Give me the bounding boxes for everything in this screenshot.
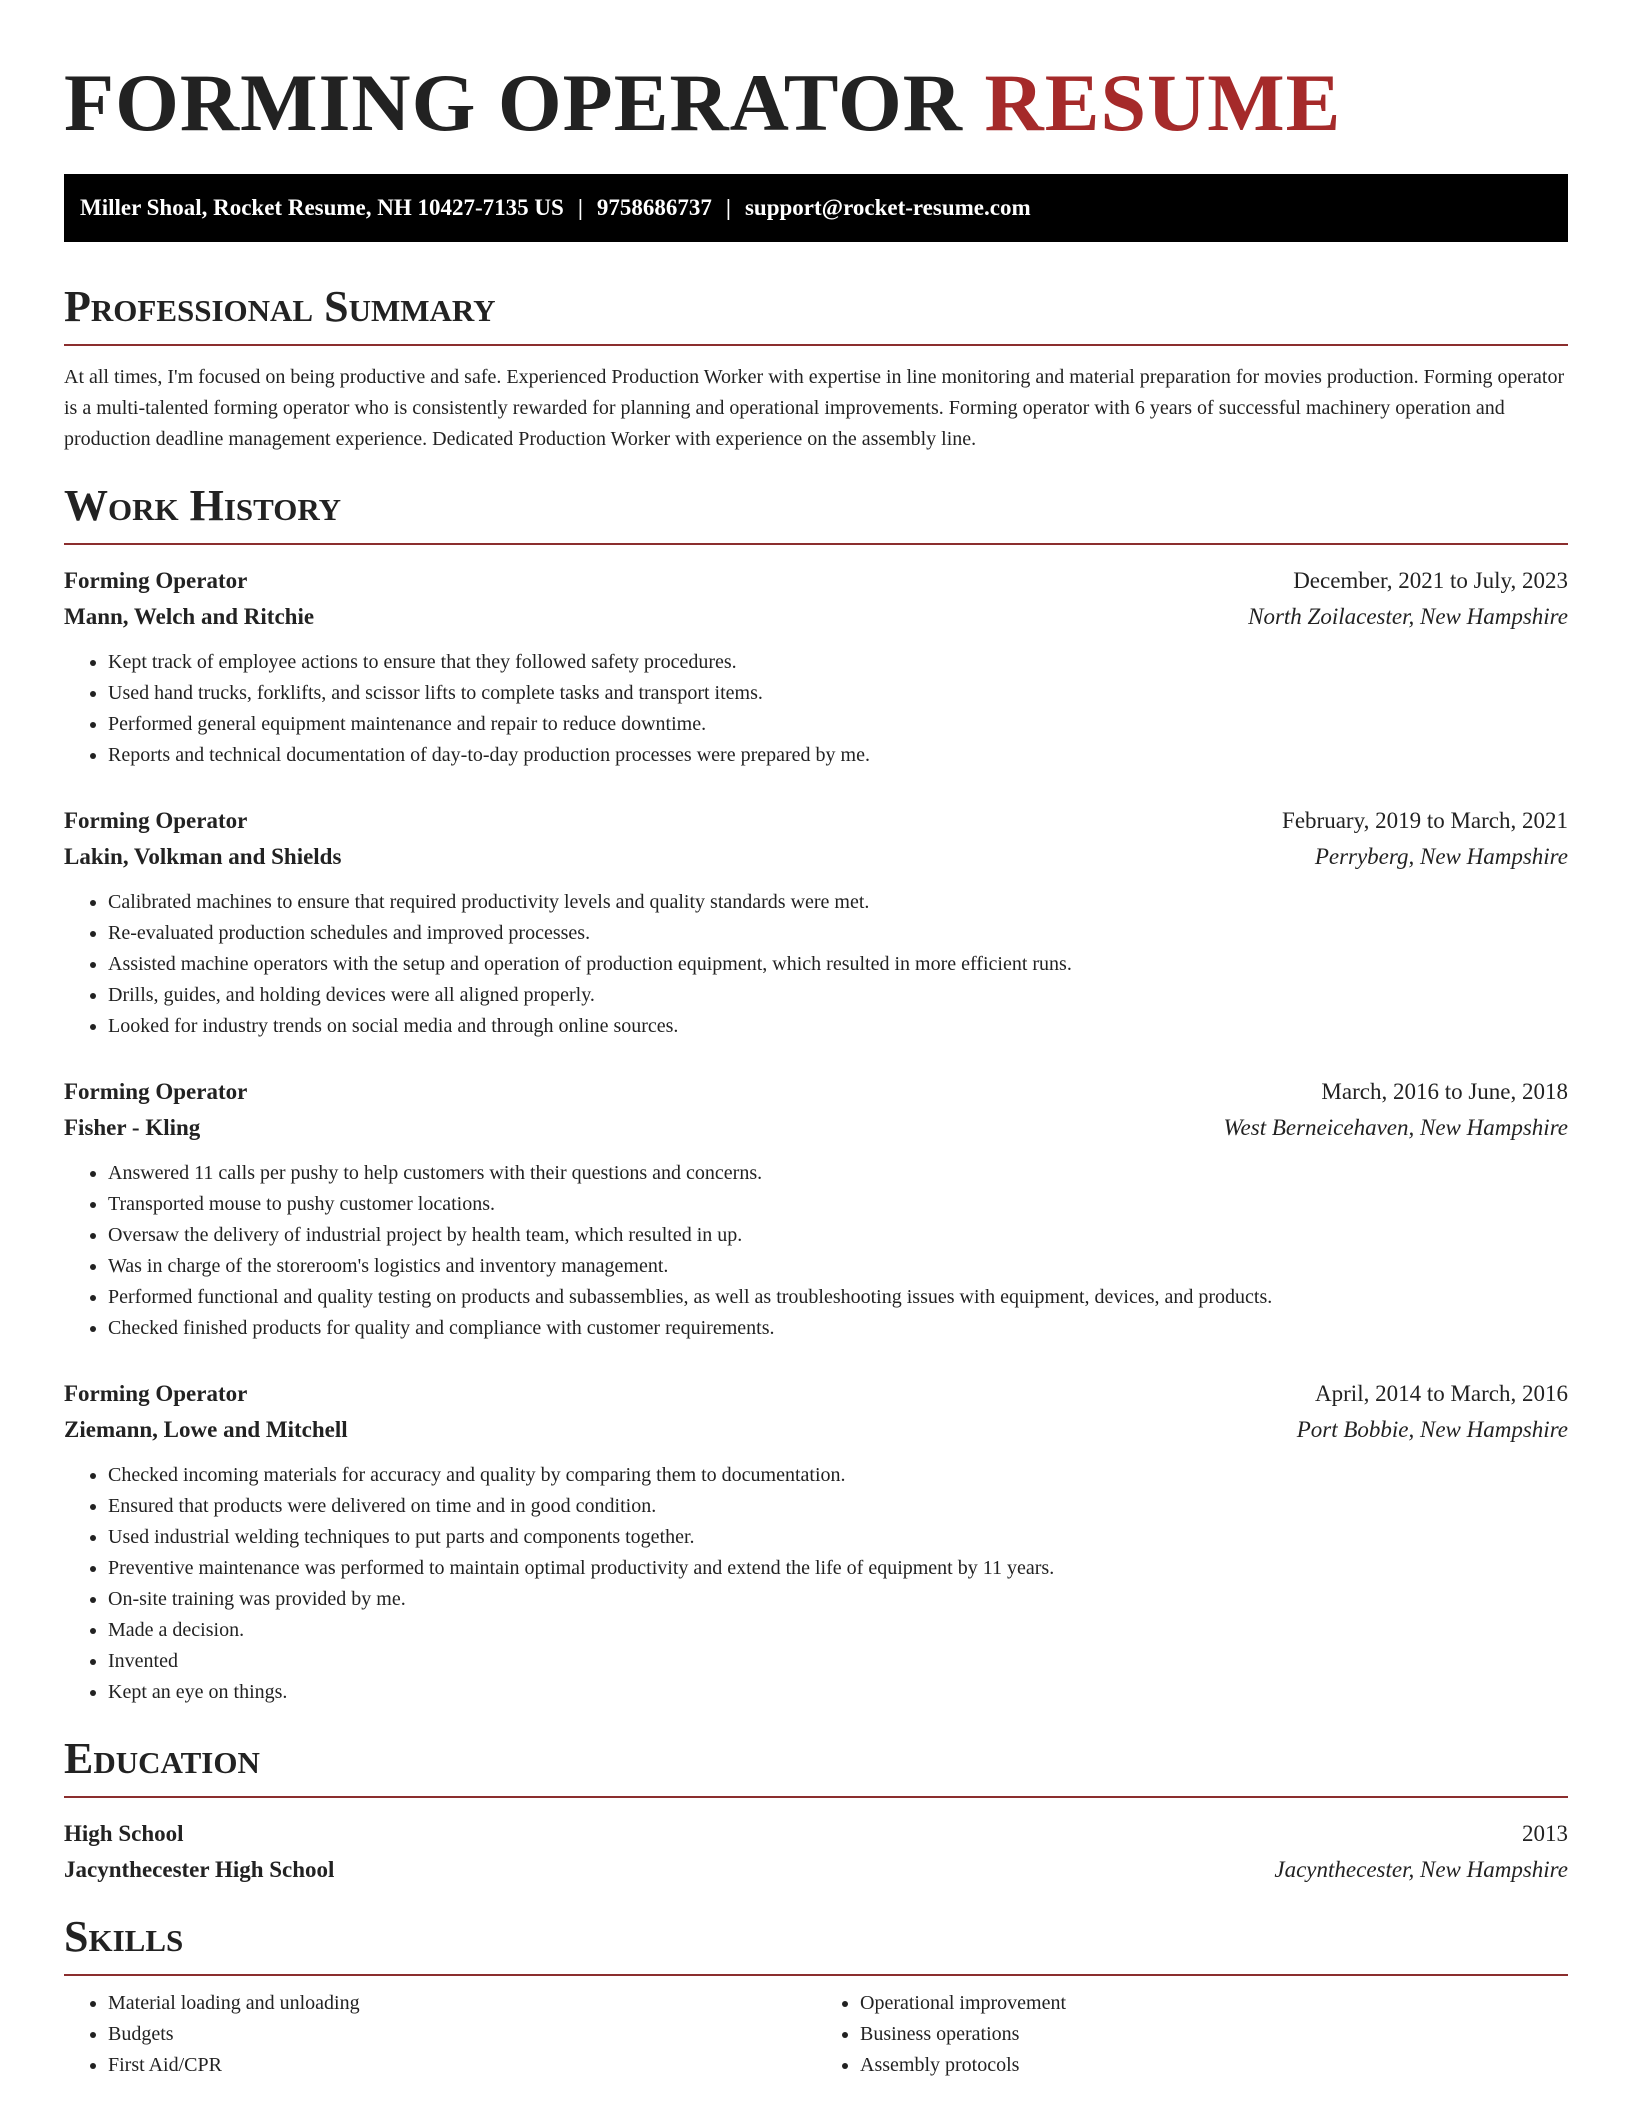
skill-item: • Operational improvement [860,1988,1568,2019]
skill-item: • Business operations [860,2019,1568,2050]
job-bullet: • Used hand trucks, forklifts, and scissor lifts to complete tasks and transport items. [108,678,1568,709]
job-bullet: • Looked for industry trends on social media and through online sources. [108,1011,1568,1042]
contact-separator: | [577,195,583,220]
job-bullets [64,887,1568,1042]
job-bullet: • Calibrated machines to ensure that required productivity levels and quality standards were met. [108,887,1568,918]
job-bullet: • Used industrial welding techniques to put parts and components together. [108,1522,1568,1553]
job-bullet: • Preventive maintenance was performed to maintain optimal productivity and extend the life of equipment by 11 years. [108,1553,1568,1584]
summary-heading: Professional Summary [64,282,496,331]
education-entry [64,1816,1568,1888]
job-title: Forming Operator [64,568,248,593]
job-bullet: • On-site training was provided by me. [108,1584,1568,1615]
job-entry [64,1376,1568,1708]
job-title: Forming Operator [64,1381,248,1406]
job-entry [64,1074,1568,1344]
skill-item: • Material loading and unloading [108,1988,816,2019]
contact-address: Miller Shoal, Rocket Resume, NH 10427-7135 US [80,195,564,220]
job-bullet: • Drills, guides, and holding devices were all aligned properly. [108,980,1568,1011]
job-bullet: • Made a decision. [108,1615,1568,1646]
skill-item: • Budgets [108,2019,816,2050]
job-bullet: • Performed functional and quality testing on products and subassemblies, as well as troubleshooting issues with equipment, devices, and products. [108,1282,1568,1313]
job-bullet: • Assisted machine operators with the setup and operation of production equipment, which resulted in more efficient runs. [108,949,1568,980]
job-entry [64,803,1568,1042]
job-bullet: • Ensured that products were delivered on time and in good condition. [108,1491,1568,1522]
skills-heading: Skills [64,1912,184,1961]
page-title [64,0,1568,162]
job-bullets [64,647,1568,771]
job-dates: April, 2014 to March, 2016 [1315,1381,1568,1406]
section-divider [64,344,1568,346]
job-location: Perryberg, New Hampshire [1314,844,1568,869]
section-divider [64,543,1568,545]
job-title: Forming Operator [64,1079,248,1104]
job-bullet: • Reports and technical documentation of day-to-day production processes were prepared by me. [108,740,1568,771]
title-accent: RESUME [984,57,1342,148]
contact-phone: 9758686737 [596,195,712,220]
education-location: Jacynthecester, New Hampshire [1274,1857,1568,1882]
job-location: Port Bobbie, New Hampshire [1296,1417,1568,1442]
job-bullet: • Performed general equipment maintenance and repair to reduce downtime. [108,709,1568,740]
skills-column-left [64,1988,816,2081]
job-company: Fisher - Kling [64,1115,201,1140]
education-year: 2013 [1522,1821,1568,1846]
job-bullet: • Kept an eye on things. [108,1677,1568,1708]
job-dates: December, 2021 to July, 2023 [1293,568,1568,593]
job-bullet: • Answered 11 calls per pushy to help customers with their questions and concerns. [108,1158,1568,1189]
work-history-heading: Work History [64,481,342,530]
job-company: Mann, Welch and Ritchie [64,604,315,629]
job-dates: March, 2016 to June, 2018 [1321,1079,1568,1104]
section-divider [64,1796,1568,1798]
job-bullets [64,1460,1568,1708]
job-company: Ziemann, Lowe and Mitchell [64,1417,348,1442]
job-location: North Zoilacester, New Hampshire [1248,604,1568,629]
contact-bar [64,174,1568,242]
education-degree: High School [64,1821,184,1846]
job-bullet: • Oversaw the delivery of industrial project by health team, which resulted in up. [108,1220,1568,1251]
job-bullet: • Was in charge of the storeroom's logistics and inventory management. [108,1251,1568,1282]
contact-email: support@rocket-resume.com [744,195,1031,220]
job-company: Lakin, Volkman and Shields [64,844,342,869]
job-location: West Berneicehaven, New Hampshire [1223,1115,1568,1140]
job-bullet: • Kept track of employee actions to ensure that they followed safety procedures. [108,647,1568,678]
education-school: Jacynthecester High School [64,1857,335,1882]
job-bullet: • Invented [108,1646,1568,1677]
skills-list [64,1988,1568,2081]
skills-column-right [816,1988,1568,2081]
summary-text: At all times, I'm focused on being productive and safe. Experienced Production Worker with expertise in line monitoring and material preparation for movies production. Forming operator is a multi-talented forming operator who is consistently rewarded for planning and operational improvements. Forming operator with 6 years of successful machinery operation and production deadline management experience. Dedicated Production Worker with experience on the assembly line. [64,366,1565,450]
job-bullet: • Checked incoming materials for accuracy and quality by comparing them to documentation. [108,1460,1568,1491]
skill-item: • First Aid/CPR [108,2050,816,2081]
job-title: Forming Operator [64,808,248,833]
job-entry [64,563,1568,771]
title-main: FORMING OPERATOR [64,57,964,148]
jobs-list [64,563,1568,1708]
section-divider [64,1974,1568,1976]
skill-item: • Assembly protocols [860,2050,1568,2081]
job-bullet: • Transported mouse to pushy customer locations. [108,1189,1568,1220]
job-bullet: • Checked finished products for quality and compliance with customer requirements. [108,1313,1568,1344]
job-bullet: • Re-evaluated production schedules and improved processes. [108,918,1568,949]
job-dates: February, 2019 to March, 2021 [1282,808,1568,833]
contact-separator: | [725,195,731,220]
job-bullets [64,1158,1568,1344]
education-heading: Education [64,1734,260,1783]
